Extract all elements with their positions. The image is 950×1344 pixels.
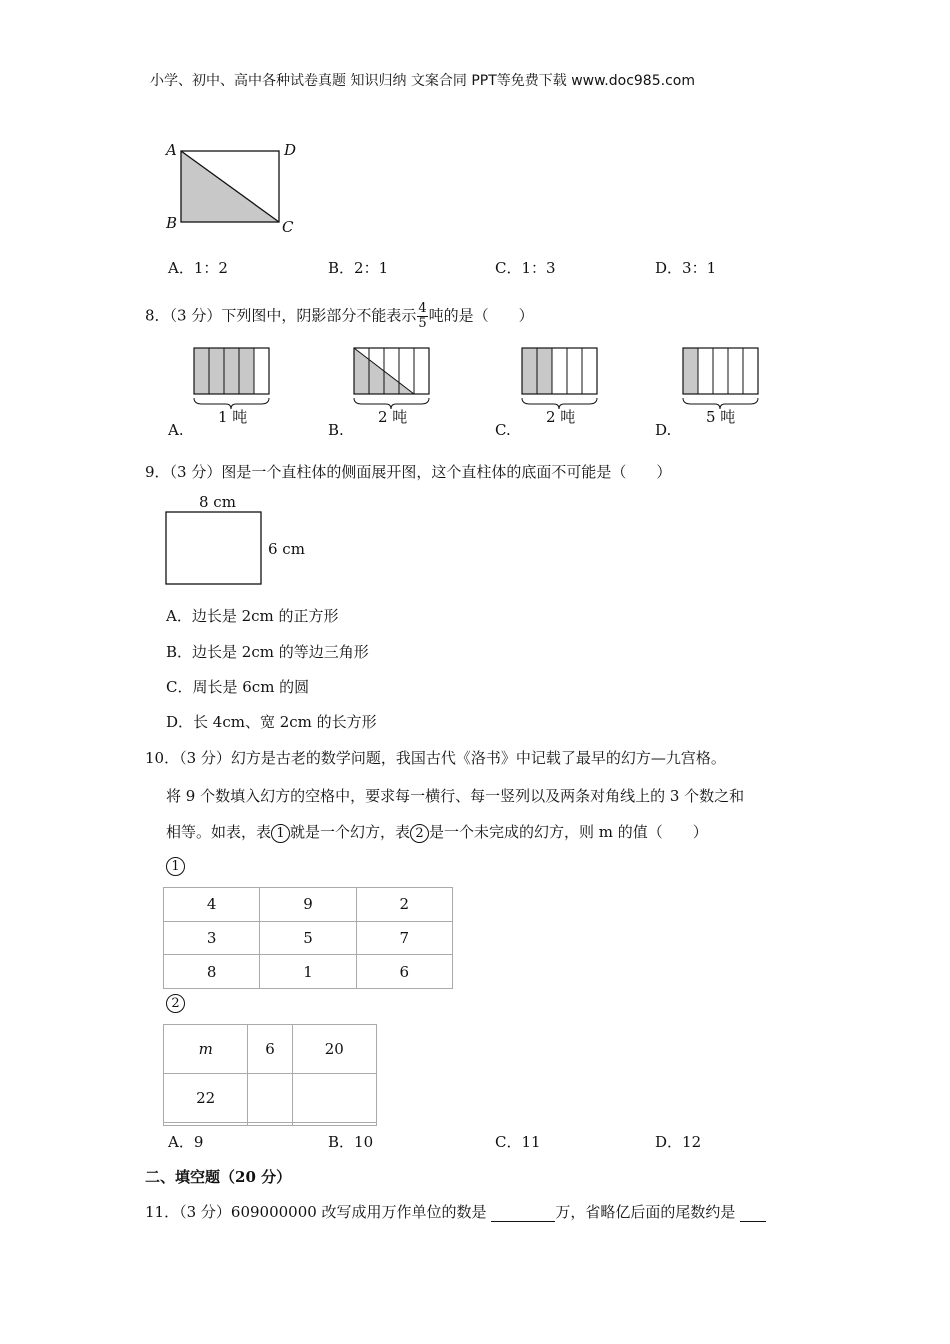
q8-option-a[interactable]: A. (168, 421, 184, 439)
table-cell: 9 (260, 888, 356, 922)
q8-stem-pre: 8．（3 分）下列图中，阴影部分不能表示 (145, 306, 417, 325)
table-cell: 6 (248, 1025, 292, 1074)
vertex-label-d: D (284, 141, 297, 159)
q10-option-d[interactable]: D．12 (655, 1133, 702, 1151)
q10-line-3-b: 就是一个幻方，表 (290, 823, 411, 841)
q7-option-d[interactable]: D．3：1 (655, 259, 717, 277)
q8-fraction-numerator: 4 (418, 301, 427, 316)
q11-blank-2[interactable] (740, 1203, 766, 1222)
vertex-label-c: C (282, 218, 294, 236)
table-cell: 20 (292, 1025, 376, 1074)
table-cell: 2 (356, 888, 452, 922)
q8-caption-a: 1 吨 (218, 408, 248, 426)
magic-square-table-1 (163, 887, 453, 989)
q10-option-c[interactable]: C．11 (495, 1133, 541, 1151)
q7-option-c[interactable]: C．1：3 (495, 259, 556, 277)
q9-option-d[interactable]: D．长 4cm、宽 2cm 的长方形 (166, 713, 377, 731)
q8-option-b[interactable]: B. (328, 421, 344, 439)
table-cell: 22 (164, 1074, 248, 1123)
vertex-label-b: B (166, 214, 178, 232)
circled-two-icon: 2 (166, 994, 185, 1013)
table-cell: 1 (260, 955, 356, 989)
table-row (164, 1025, 377, 1074)
q9-rectangle-figure (164, 510, 264, 588)
section-2-heading: 二、填空题（20 分） (145, 1168, 292, 1186)
table-cell (248, 1074, 292, 1123)
table-cell: 6 (356, 955, 452, 989)
q8-stem-post: 吨的是（ ） (428, 306, 534, 325)
q8-option-c[interactable]: C. (495, 421, 511, 439)
q9-stem: 9．（3 分）图是一个直柱体的侧面展开图，这个直柱体的底面不可能是（ ） (145, 463, 672, 481)
q9-option-c[interactable]: C．周长是 6cm 的圆 (166, 678, 310, 696)
circled-one-icon: 1 (166, 857, 185, 876)
q11-line (145, 1201, 766, 1222)
q8-fraction-denominator: 5 (418, 316, 427, 331)
q9-option-a[interactable]: A．边长是 2cm 的正方形 (166, 607, 339, 625)
shaded-cells (683, 348, 698, 394)
q8-stem (145, 302, 534, 331)
q10-line-3-a: 相等。如表，表 (166, 823, 272, 841)
q8-caption-c: 2 吨 (546, 408, 576, 426)
table-cell (292, 1123, 376, 1126)
q11-text-a: 11．（3 分）609000000 改写成用万作单位的数是 (145, 1203, 487, 1221)
table-cell (292, 1074, 376, 1123)
page-header: 小学、初中、高中各种试卷真题 知识归纳 文案合同 PPT等免费下载 www.doc985.com (150, 73, 695, 89)
table-cell: 3 (164, 921, 260, 955)
q9-width-label: 8 cm (199, 493, 236, 511)
q8-caption-b: 2 吨 (378, 408, 408, 426)
table-cell (164, 1123, 248, 1126)
q10-line-3-c: 是一个未完成的幻方，则 m 的值（ ） (429, 823, 708, 841)
table-cell-m: m (164, 1025, 248, 1074)
q11-blank-1[interactable] (491, 1203, 555, 1222)
table-2-label (166, 992, 185, 1013)
q8-caption-d: 5 吨 (706, 408, 736, 426)
circled-two-icon: 2 (410, 824, 429, 843)
table-row (164, 888, 453, 922)
q7-option-b[interactable]: B．2：1 (328, 259, 389, 277)
q10-line-1: 10．（3 分）幻方是古老的数学问题，我国古代《洛书》中记载了最早的幻方—九宫格。 (145, 749, 726, 767)
table-cell: 5 (260, 921, 356, 955)
table-cell: 8 (164, 955, 260, 989)
q10-line-3 (166, 821, 708, 843)
q9-height-label: 6 cm (268, 540, 305, 558)
q11-text-b: 万，省略亿后面的尾数约是 (555, 1203, 736, 1221)
q7-option-a[interactable]: A．1：2 (168, 259, 228, 277)
q8-option-d[interactable]: D. (655, 421, 672, 439)
circled-one-icon: 1 (271, 824, 290, 843)
vertex-label-a: A (166, 141, 177, 159)
q8-fraction (417, 302, 427, 331)
magic-square-table-2 (163, 1024, 377, 1126)
table-row (164, 1074, 377, 1123)
q9-option-b[interactable]: B．边长是 2cm 的等边三角形 (166, 643, 369, 661)
table-row (164, 921, 453, 955)
table-row (164, 955, 453, 989)
table-cell: 7 (356, 921, 452, 955)
q10-option-a[interactable]: A．9 (168, 1133, 204, 1151)
table-1-label (166, 855, 185, 876)
q10-option-b[interactable]: B．10 (328, 1133, 374, 1151)
table-row (164, 1123, 377, 1126)
q10-line-2: 将 9 个数填入幻方的空格中，要求每一横行、每一竖列以及两条对角线上的 3 个数之和 (166, 787, 745, 805)
table-cell (248, 1123, 292, 1126)
table-cell: 4 (164, 888, 260, 922)
